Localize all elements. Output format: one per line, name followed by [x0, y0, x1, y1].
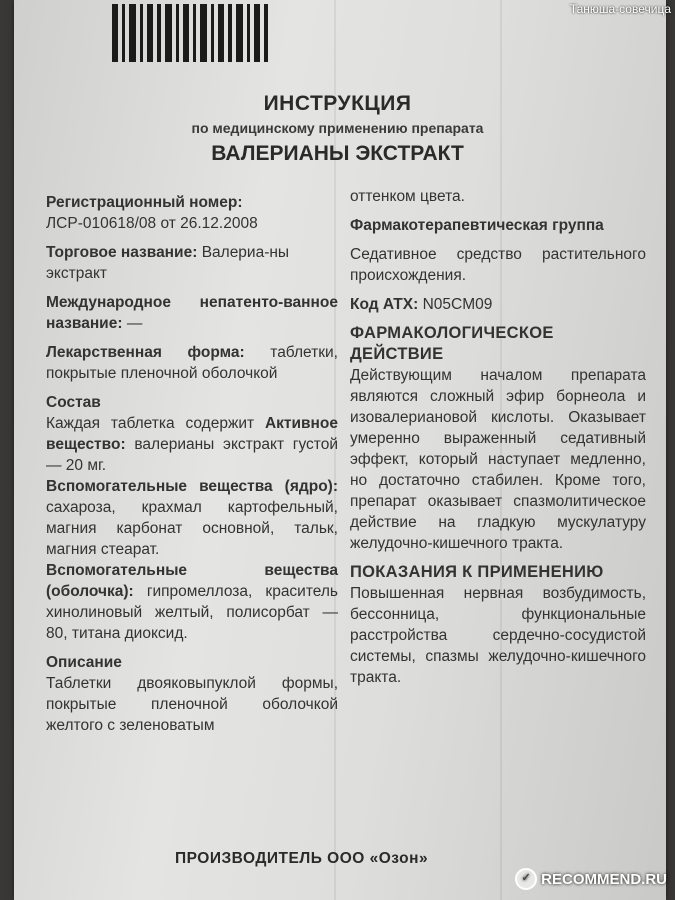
excipients-core-label: Вспомогательные вещества (ядро):: [46, 478, 338, 495]
watermark-site-text: RECOMMEND.RU: [541, 870, 667, 888]
dosage-form-label: Лекарственная форма:: [46, 344, 245, 361]
reg-number-label: Регистрационный номер:: [46, 194, 243, 211]
document-subtitle: по медицинскому применению препарата: [191, 120, 484, 136]
document-title: ИНСТРУКЦИЯ: [263, 92, 412, 115]
description-heading: Описание: [46, 654, 122, 671]
recommend-logo-icon: ✓: [515, 868, 537, 890]
right-column: [350, 186, 646, 688]
excipients-core-value: сахароза, крахмал картофельный, магния карбонат основной, тальк, магния стеарат.: [46, 499, 338, 558]
excipients-shell-label: Вспомогательные вещества (оболочка):: [46, 562, 338, 600]
composition-text: Каждая таблетка содержит: [46, 415, 255, 432]
drug-name: ВАЛЕРИАНЫ ЭКСТРАКТ: [211, 142, 464, 165]
inn-label: Международное непатенто-ванное название:: [46, 294, 338, 332]
trade-name-value: Валериа-ны экстракт: [46, 244, 290, 282]
pharm-group-text: Седативное средство растительного происхождения.: [350, 246, 646, 284]
pharm-group-heading: Фармакотерапевтическая группа: [350, 217, 604, 234]
barcode-graphic: [112, 4, 272, 62]
reg-number-value: ЛСР-010618/08 от 26.12.2008: [46, 215, 258, 232]
pharmacological-action-heading: ФАРМАКОЛОГИЧЕСКОЕ ДЕЙСТВИЕ: [350, 324, 554, 363]
pharmacological-action-text: Действующим началом препарата являются сложный эфир борнеола и изовалериановой кислоты. Оказывает умеренно выраженный седативный эффект, который наступает медленно, но достаточно стабилен. Кроме того, препарат оказывает спазмолитическое действие на гладкую мускулатуру желудочно-кишечного тракта.: [350, 367, 646, 552]
left-column: [46, 192, 338, 736]
manufacturer-line: ПРОИЗВОДИТЕЛЬ ООО «Озон»: [175, 850, 429, 867]
atc-code-value: N05CM09: [422, 296, 493, 313]
atc-code-label: Код АТХ:: [350, 296, 419, 313]
description-text: Таблетки двояковыпуклой формы, покрытые пленочной оболочкой желтого с зеленоватым: [46, 675, 338, 734]
indications-text: Повышенная нервная возбудимость, бессонница, функциональные расстройства сердечно-сосудистой системы, спазмы желудочно-кишечного тракта.: [350, 585, 646, 686]
active-substance-label: Активное вещество:: [46, 415, 338, 453]
dosage-form-value: таблетки, покрытые пленочной оболочкой: [46, 344, 338, 382]
inn-value: —: [126, 315, 143, 332]
trade-name-label: Торговое название:: [46, 244, 198, 261]
watermark-username: Танюша-совечица: [569, 2, 671, 16]
description-continued: оттенком цвета.: [350, 188, 465, 205]
composition-heading: Состав: [46, 394, 101, 411]
indications-heading: ПОКАЗАНИЯ К ПРИМЕНЕНИЮ: [350, 563, 604, 581]
watermark-site: [515, 868, 667, 890]
excipients-shell-value: гипромеллоза, краситель хинолиновый желтый, полисорбат — 80, титана диоксид.: [46, 583, 338, 642]
active-substance-value: валерианы экстракт густой — 20 мг.: [46, 436, 338, 474]
